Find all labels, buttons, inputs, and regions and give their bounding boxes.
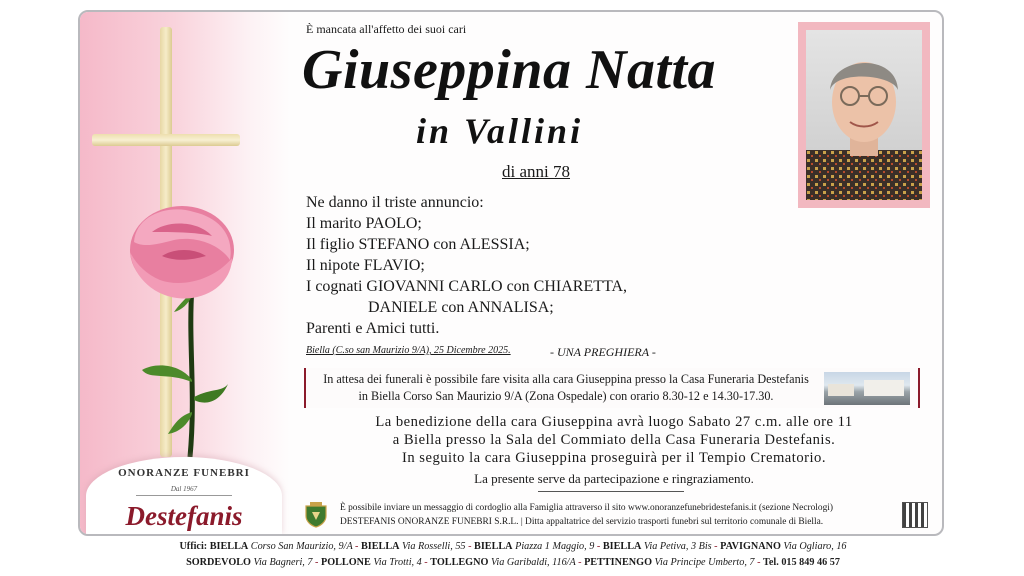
- condolence-info: [340, 501, 833, 529]
- announcement-line: Parenti e Amici tutti.: [306, 320, 440, 337]
- separator: -: [468, 541, 472, 552]
- separator: -: [757, 557, 761, 568]
- age-text: di anni 78: [502, 162, 570, 181]
- logo-top-text: ONORANZE FUNEBRI: [118, 467, 250, 479]
- office-city: PETTINENGO: [584, 557, 652, 568]
- office-city: BIELLA: [474, 541, 513, 552]
- separator: -: [424, 557, 428, 568]
- logo-divider: [136, 495, 232, 496]
- logo-since: Dal 1967: [170, 485, 198, 493]
- crest-icon: [304, 502, 328, 528]
- announcement-line: Il marito PAOLO;: [306, 215, 422, 232]
- deceased-name: Giuseppina Natta: [302, 39, 717, 101]
- office-address: Via Ogliaro, 16: [783, 541, 847, 552]
- offices-row-2: [88, 555, 938, 571]
- announcement-line: Il figlio STEFANO con ALESSIA;: [306, 236, 530, 253]
- logo-name: Destefanis: [125, 501, 243, 531]
- offices-label: Uffici:: [179, 541, 208, 552]
- separator: -: [596, 541, 601, 552]
- building-shape: [864, 380, 904, 396]
- intro-text: È mancata all'affetto dei suoi cari: [306, 22, 467, 36]
- announcement: [306, 192, 627, 339]
- office-address: Via Bagneri, 7: [253, 557, 313, 568]
- married-name: in Vallini: [416, 111, 584, 151]
- visit-text: [318, 371, 814, 405]
- thanks-text: La presente serve da partecipazione e ringraziamento.: [474, 471, 754, 486]
- visit-box: [304, 368, 920, 408]
- office-city: TOLLEGNO: [430, 557, 489, 568]
- right-margin: [942, 0, 1024, 576]
- announcement-line: Ne danno il triste annuncio:: [306, 194, 484, 211]
- left-margin: [0, 0, 75, 576]
- visit-line: In attesa dei funerali è possibile fare visita alla cara Giuseppina presso la Casa Funeraria Destefanis: [323, 372, 809, 386]
- office-address: Via Trotti, 4: [373, 557, 422, 568]
- qr-code-icon[interactable]: [902, 502, 928, 528]
- office-address: Corso San Maurizio, 9/A: [250, 541, 353, 552]
- office-address: Via Garibaldi, 116/A: [490, 557, 576, 568]
- divider: [538, 491, 684, 492]
- announcement-line: Il nipote FLAVIO;: [306, 257, 425, 274]
- condolence-line: DESTEFANIS ONORANZE FUNEBRI S.R.L. | Ditta appaltatrice del servizio trasporti funebri sul territorio comunale di Biella.: [340, 517, 824, 527]
- funeral-home-logo: [86, 457, 282, 535]
- blessing-line: La benedizione della cara Giuseppina avrà luogo Sabato 27 c.m. alle ore 11: [375, 414, 853, 430]
- office-address: Via Rosselli, 55: [402, 541, 466, 552]
- separator: -: [578, 557, 582, 568]
- blessing-line: In seguito la cara Giuseppina proseguirà per il Tempio Crematorio.: [401, 450, 826, 466]
- announcement-line: DANIELE con ANNALISA;: [368, 299, 554, 316]
- phone-number: Tel. 015 849 46 57: [763, 557, 840, 568]
- visit-line: in Biella Corso San Maurizio 9/A (Zona Ospedale) con orario 8.30-12 e 14.30-17.30.: [358, 389, 774, 403]
- building-shape: [828, 384, 854, 396]
- office-address: Piazza 1 Maggio, 9: [515, 541, 595, 552]
- place-date: Biella (C.so san Maurizio 9/A), 25 Dicembre 2025.: [306, 345, 511, 356]
- office-city: BIELLA: [209, 541, 249, 552]
- announcement-line: I cognati GIOVANNI CARLO con CHIARETTA,: [306, 278, 628, 295]
- funeral-home-photo: [824, 372, 910, 405]
- rose-icon: [122, 202, 252, 462]
- cross-arm: [92, 134, 240, 146]
- offices-row-1: [88, 539, 938, 555]
- office-city: PAVIGNANO: [720, 541, 781, 552]
- separator: -: [714, 541, 718, 552]
- office-city: POLLONE: [320, 557, 371, 568]
- separator: -: [315, 557, 319, 568]
- portrait-photo: [806, 30, 922, 200]
- prayer-text: - UNA PREGHIERA -: [550, 345, 656, 359]
- office-address: Via Principe Umberto, 7: [654, 557, 755, 568]
- obituary-notice: [78, 10, 944, 536]
- office-city: BIELLA: [602, 541, 642, 552]
- blessing-line: a Biella presso la Sala del Commiato della Casa Funeraria Destefanis.: [392, 432, 836, 448]
- office-address: Via Petiva, 3 Bis: [643, 541, 712, 552]
- blessing-text: [306, 413, 922, 467]
- condolence-line: È possibile inviare un messaggio di cordoglio alla Famiglia attraverso il sito www.onoranzefunebridestefanis.it (sezione Necrologi): [340, 503, 834, 513]
- offices-list: [88, 539, 938, 571]
- separator: -: [355, 541, 359, 552]
- portrait-frame: [798, 22, 930, 208]
- office-city: SORDEVOLO: [186, 557, 251, 568]
- office-city: BIELLA: [360, 541, 400, 552]
